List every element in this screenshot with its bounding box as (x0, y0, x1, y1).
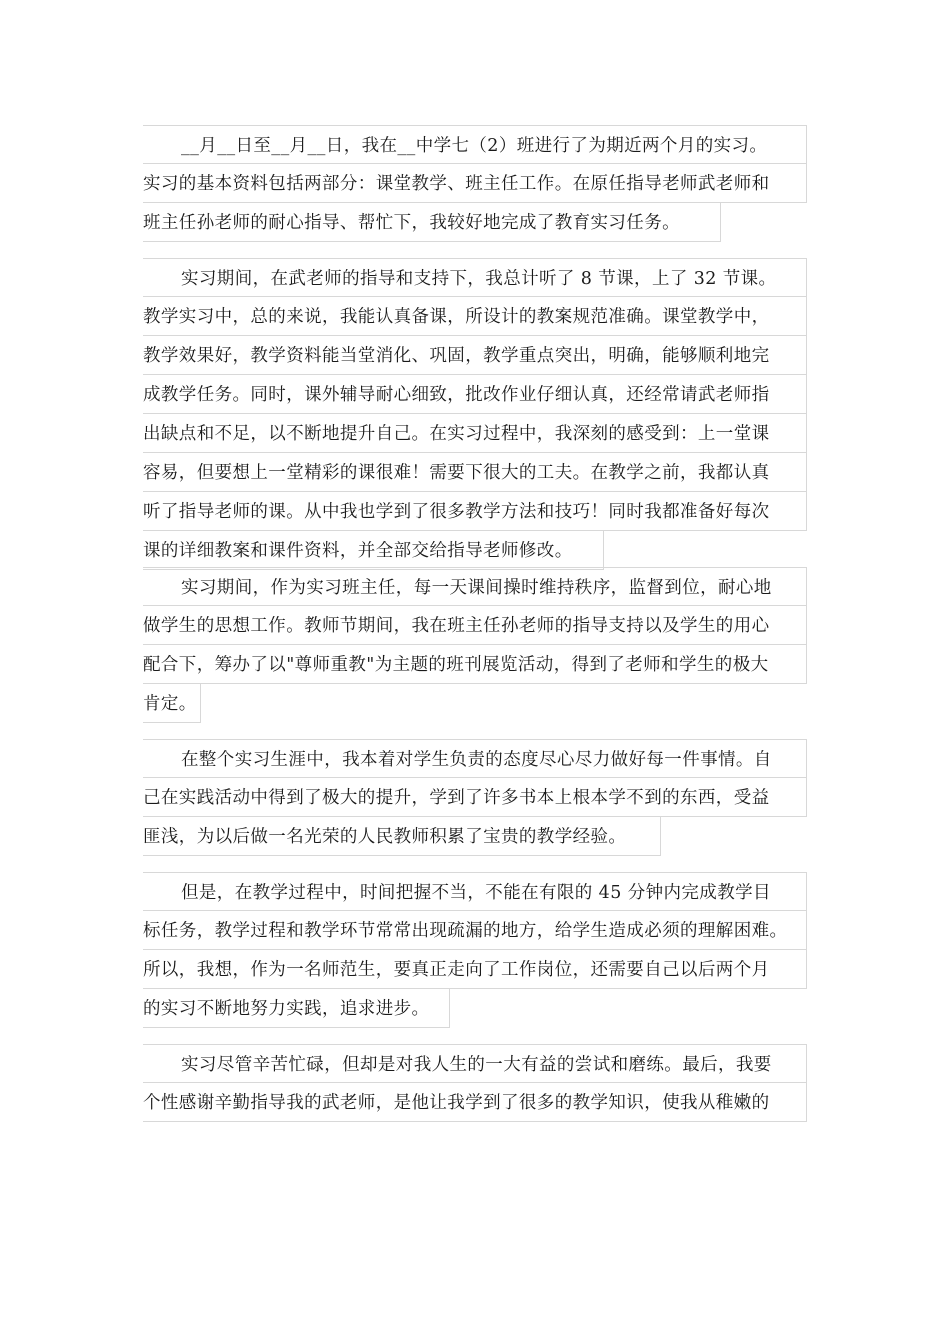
text-line: 肯定。 (143, 684, 201, 723)
text-line: 教学实习中，总的来说，我能认真备课，所设计的教案规范准确。课堂教学中， (143, 297, 807, 336)
text-line: 容易，但要想上一堂精彩的课很难！需要下很大的工夫。在教学之前，我都认真 (143, 453, 807, 492)
text-line: 的实习不断地努力实践，追求进步。 (143, 989, 450, 1028)
paragraph-teaching (143, 258, 807, 570)
text-line: 出缺点和不足，以不断地提升自己。在实习过程中，我深刻的感受到：上一堂课 (143, 414, 807, 453)
paragraph-gratitude (143, 1044, 807, 1122)
text-line: 实习期间，在武老师的指导和支持下，我总计听了 8 节课，上了 32 节课。 (143, 258, 807, 297)
text-line: 匪浅，为以后做一名光荣的人民教师积累了宝贵的教学经验。 (143, 817, 661, 856)
text-line: 班主任孙老师的耐心指导、帮忙下，我较好地完成了教育实习任务。 (143, 203, 721, 242)
text-line: 配合下，筹办了以"尊师重教"为主题的班刊展览活动，得到了老师和学生的极大 (143, 645, 807, 684)
text-line: 个性感谢辛勤指导我的武老师，是他让我学到了很多的教学知识，使我从稚嫩的 (143, 1083, 807, 1122)
text-line: 教学效果好，教学资料能当堂消化、巩固，教学重点突出，明确，能够顺利地完 (143, 336, 807, 375)
text-line: 做学生的思想工作。教师节期间，我在班主任孙老师的指导支持以及学生的用心 (143, 606, 807, 645)
text-line: 己在实践活动中得到了极大的提升，学到了许多书本上根本学不到的东西，受益 (143, 778, 807, 817)
text-line: 标任务，教学过程和教学环节常常出现疏漏的地方，给学生造成必须的理解困难。 (143, 911, 807, 950)
paragraph-intro (143, 125, 807, 242)
text-line: 但是，在教学过程中，时间把握不当，不能在有限的 45 分钟内完成教学目 (143, 872, 807, 911)
text-line: 实习期间，作为实习班主任，每一天课间操时维持秩序，监督到位，耐心地 (143, 567, 807, 606)
text-line: 听了指导老师的课。从中我也学到了很多教学方法和技巧！同时我都准备好每次 (143, 492, 807, 531)
paragraph-class-teacher (143, 567, 807, 723)
text-line: 实习的基本资料包括两部分：课堂教学、班主任工作。在原任指导老师武老师和 (143, 164, 807, 203)
paragraph-shortcomings (143, 872, 807, 1028)
paragraph-career (143, 739, 807, 856)
text-line: 课的详细教案和课件资料，并全部交给指导老师修改。 (143, 531, 604, 570)
text-line: 成教学任务。同时，课外辅导耐心细致，批改作业仔细认真，还经常请武老师指 (143, 375, 807, 414)
text-line: 所以，我想，作为一名师范生，要真正走向了工作岗位，还需要自己以后两个月 (143, 950, 807, 989)
text-line: 实习尽管辛苦忙碌，但却是对我人生的一大有益的尝试和磨练。最后，我要 (143, 1044, 807, 1083)
text-line: __月__日至__月__日，我在__中学七（2）班进行了为期近两个月的实习。 (143, 125, 807, 164)
text-line: 在整个实习生涯中，我本着对学生负责的态度尽心尽力做好每一件事情。自 (143, 739, 807, 778)
